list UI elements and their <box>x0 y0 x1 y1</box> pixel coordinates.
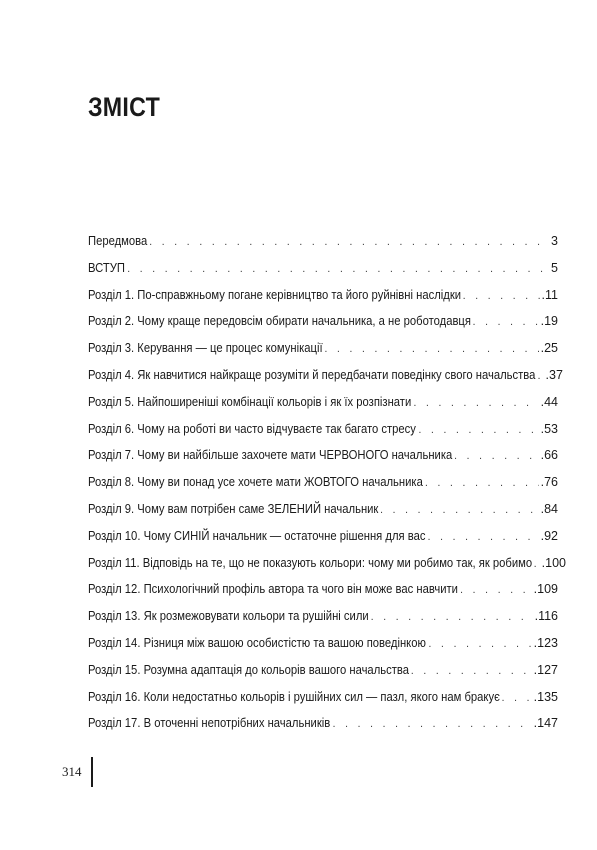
toc-entry-title: Розділ 2. Чому краще передовсім обирати начальника, а не роботодавця <box>88 314 471 329</box>
dot-leader <box>413 397 538 409</box>
toc-entry-title: Розділ 10. Чому СИНІЙ начальник — остаточне рішення для вас <box>88 528 426 543</box>
toc-entry-title: Розділ 5. Найпоширеніші комбінації кольорів і як їх розпізнати <box>88 394 412 409</box>
toc-entry-title: Передмова <box>88 234 148 248</box>
dot-leader <box>428 638 531 650</box>
toc-entry-page: .147 <box>533 716 558 731</box>
dot-leader <box>324 343 538 355</box>
toc-entry-title: Розділ 1. По-справжньому погане керівництво та його руйнівні наслідки <box>88 287 462 302</box>
toc-entry-title: Розділ 14. Різниця між вашою особистістю та вашою поведінкою <box>88 635 426 650</box>
page-number: 314 <box>62 764 82 779</box>
table-of-contents <box>88 234 566 743</box>
dot-leader <box>380 504 539 516</box>
toc-entry-page: .53 <box>540 421 558 436</box>
dot-leader <box>127 263 549 275</box>
toc-entry <box>88 555 566 583</box>
dot-leader <box>149 236 549 248</box>
toc-entry <box>88 582 558 609</box>
dot-leader <box>425 477 539 489</box>
dot-leader <box>427 531 538 543</box>
toc-entry <box>88 341 558 368</box>
toc-entry-page: .123 <box>533 635 558 650</box>
toc-entry-title: Розділ 12. Психологічний профіль автора та чого він може вас навчити <box>88 582 458 597</box>
dot-leader <box>538 370 544 382</box>
toc-entry <box>88 314 558 341</box>
dot-leader <box>411 665 532 677</box>
toc-entry-title: ВСТУП <box>88 260 125 275</box>
toc-entry <box>88 475 558 502</box>
dot-leader <box>418 424 538 436</box>
toc-entry-page: .44 <box>540 394 558 409</box>
toc-entry <box>88 690 558 717</box>
toc-entry-title: Розділ 3. Керування — це процес комунікації <box>88 341 323 356</box>
toc-entry <box>88 609 558 636</box>
toc-entry <box>88 663 558 690</box>
toc-entry-title: Розділ 7. Чому ви найбільше захочете мати ЧЕРВОНОГО начальника <box>88 448 453 463</box>
toc-entry-page: .109 <box>533 582 558 597</box>
dot-leader <box>534 558 540 570</box>
toc-entry-title: Розділ 17. В оточенні непотрібних начальників <box>88 716 331 731</box>
dot-leader <box>454 450 539 462</box>
toc-entry <box>88 502 558 529</box>
dot-leader <box>371 611 533 623</box>
toc-entry-title: Розділ 9. Чому вам потрібен саме ЗЕЛЕНИЙ начальник <box>88 501 379 516</box>
toc-entry-title: Розділ 8. Чому ви понад усе хочете мати ЖОВТОГО начальника <box>88 475 423 490</box>
toc-entry <box>88 448 558 475</box>
toc-entry <box>88 367 563 395</box>
toc-entry-page: .11 <box>541 287 558 302</box>
toc-entry-page: .66 <box>540 448 558 463</box>
toc-entry <box>88 395 558 422</box>
footer-divider <box>91 757 93 787</box>
dot-leader <box>332 718 531 730</box>
dot-leader <box>463 290 540 302</box>
toc-entry-title: Розділ 13. Як розмежовувати кольори та рушійні сили <box>88 609 369 624</box>
toc-entry-page: .127 <box>533 662 558 677</box>
page-title: ЗМІСТ <box>88 92 161 122</box>
toc-entry-page: .37 <box>545 367 563 382</box>
toc-entry <box>88 261 558 288</box>
toc-entry-page: .135 <box>533 689 558 704</box>
toc-entry-title: Розділ 15. Розумна адаптація до кольорів вашого начальства <box>88 662 410 677</box>
toc-entry-title: Розділ 16. Коли недостатньо кольорів і рушійних сил — пазл, якого нам бракує <box>88 689 500 704</box>
toc-entry <box>88 234 558 261</box>
toc-entry-page: 3 <box>551 234 558 248</box>
toc-entry-page: .100 <box>541 555 566 570</box>
toc-entry-page: 5 <box>551 260 558 275</box>
toc-entry <box>88 636 558 663</box>
toc-entry <box>88 288 558 315</box>
toc-entry-page: .19 <box>540 314 558 329</box>
toc-entry-title: Розділ 6. Чому на роботі ви часто відчуваєте так багато стресу <box>88 421 416 436</box>
toc-entry-page: .116 <box>534 609 558 624</box>
toc-entry-title: Розділ 11. Відповідь на те, що не показують кольори: чому ми робимо так, як робимо <box>88 555 533 570</box>
toc-entry-page: .76 <box>540 475 558 490</box>
toc-entry <box>88 422 558 449</box>
toc-entry-page: .84 <box>540 501 558 516</box>
toc-entry-page: .92 <box>540 528 558 543</box>
toc-entry-page: .25 <box>540 341 558 356</box>
dot-leader <box>501 692 531 704</box>
dot-leader <box>472 316 538 328</box>
toc-entry <box>88 716 558 743</box>
toc-entry <box>88 529 558 556</box>
dot-leader <box>460 584 532 596</box>
toc-entry-title: Розділ 4. Як навчитися найкраще розуміти й передбачати поведінку свого начальства <box>88 367 536 382</box>
